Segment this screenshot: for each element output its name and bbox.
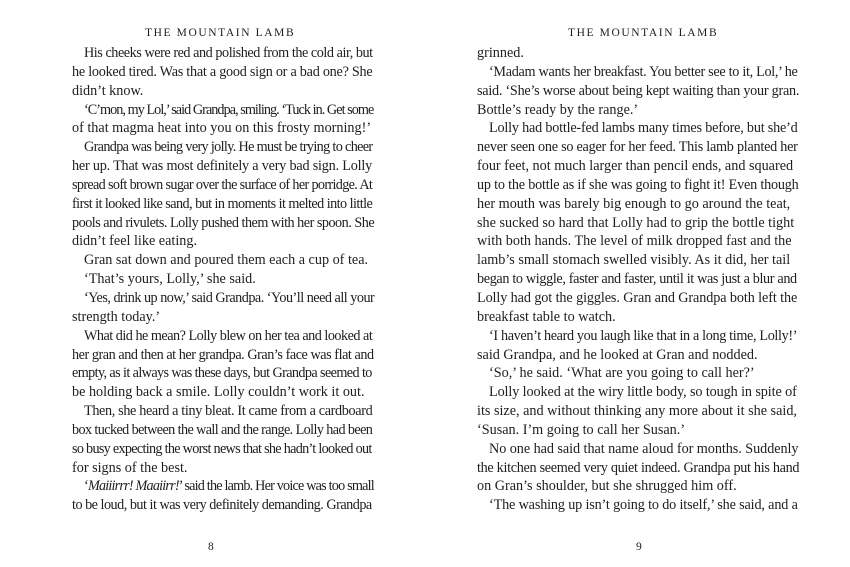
text-line: didn’t feel like eating. bbox=[72, 233, 198, 250]
text-line: Then, she heard a tiny bleat. It came from a cardboard bbox=[84, 403, 373, 420]
text-line: ‘That’s yours, Lolly,’ she said. bbox=[84, 271, 256, 288]
text-line: her gran and then at her grandpa. Gran’s face was flat and bbox=[72, 346, 374, 363]
text-line: of that magma heat into you on this frosty morning!’ bbox=[72, 120, 372, 137]
text-line: ‘I haven’t heard you laugh like that in a long time, Lolly!’ bbox=[489, 327, 798, 344]
right-page bbox=[425, 0, 850, 567]
text-line: What did he mean? Lolly blew on her tea and looked at bbox=[84, 327, 373, 344]
text-line: so busy expecting the worst news that she hadn’t looked out bbox=[72, 440, 372, 457]
text-line: began to wiggle, faster and faster, until it was just a blur and bbox=[477, 271, 797, 288]
text-line: first it looked like sand, but in moments it melted into little bbox=[72, 195, 373, 212]
text-line: ‘Madam wants her breakfast. You better see to it, Lol,’ he bbox=[489, 63, 798, 80]
text-line: Bottle’s ready by the range.’ bbox=[477, 101, 639, 118]
page-number: 9 bbox=[636, 541, 642, 553]
text-line: the kitchen seemed very quiet indeed. Grandpa put his hand bbox=[477, 459, 800, 476]
text-line: said. ‘She’s worse about being kept waiting than your gran. bbox=[477, 82, 800, 99]
text-line: said Grandpa, and he looked at Gran and nodded. bbox=[477, 346, 758, 363]
text-line: ‘So,’ he said. ‘What are you going to call her?’ bbox=[489, 365, 755, 382]
text-line: Gran sat down and poured them each a cup of tea. bbox=[84, 252, 369, 269]
text-line: ‘The washing up isn’t going to do itself,’ she said, and a bbox=[489, 497, 798, 514]
text-line: strength today.’ bbox=[72, 308, 161, 325]
text-line: she sucked so hard that Lolly had to grip the bottle tight bbox=[477, 214, 795, 231]
text-line: spread soft brown sugar over the surface of her porridge. At bbox=[72, 176, 373, 193]
text-line: lamb’s small stomach swelled visibly. As it did, her tail bbox=[477, 252, 791, 269]
text-line: Grandpa was being very jolly. He must be trying to cheer bbox=[84, 139, 373, 156]
page-number: 8 bbox=[208, 541, 214, 553]
bleat-emphasis: Maiiirrr! Maaiirr! bbox=[87, 478, 179, 495]
text-line: grinned. bbox=[477, 45, 524, 61]
text-line: ‘C’mon, my Lol,’ said Grandpa, smiling. ‘Tuck in. Get some bbox=[84, 101, 374, 118]
text-line: Lolly had bottle-fed lambs many times before, but she’d bbox=[489, 120, 798, 137]
text-line: up to the bottle as if she was going to fight it! Even though bbox=[477, 176, 799, 193]
text-line: on Gran’s shoulder, but she shrugged him off. bbox=[477, 478, 737, 495]
text-line: empty, as it always was these days, but Grandpa seemed to bbox=[72, 365, 372, 382]
text-line: for signs of the best. bbox=[72, 459, 188, 476]
text-line: ‘Maiiirrr! Maaiirr!’ said the lamb. Her voice was too small bbox=[84, 478, 374, 495]
body-text bbox=[477, 44, 799, 515]
running-head: THE MOUNTAIN LAMB bbox=[568, 27, 719, 39]
body-text bbox=[72, 44, 374, 515]
text-line: Lolly looked at the wiry little body, so tough in spite of bbox=[489, 384, 797, 401]
text-line: with both hands. The level of milk dropped fast and the bbox=[477, 233, 792, 250]
text-line: never seen one so eager for her feed. This lamb planted her bbox=[477, 139, 798, 156]
text-line: pools and rivulets. Lolly pushed them with her spoon. She bbox=[72, 214, 375, 231]
text-line: ‘Yes, drink up now,’ said Grandpa. ‘You’ll need all your bbox=[84, 289, 375, 306]
text-line: ‘Susan. I’m going to call her Susan.’ bbox=[477, 421, 686, 438]
text-line: be holding back a smile. Lolly couldn’t work it out. bbox=[72, 384, 365, 401]
text-line: breakfast table to watch. bbox=[477, 308, 616, 325]
text-line: No one had said that name aloud for months. Suddenly bbox=[489, 440, 799, 457]
text-line: His cheeks were red and polished from the cold air, but bbox=[84, 45, 373, 61]
text-line: box tucked between the wall and the range. Lolly had been bbox=[72, 421, 373, 438]
text-line: didn’t know. bbox=[72, 82, 144, 99]
text-line: her up. That was most definitely a very bad sign. Lolly bbox=[72, 158, 373, 175]
text-line: to be loud, but it was very definitely demanding. Grandpa bbox=[72, 497, 372, 514]
text-line: its size, and without thinking any more about it she said, bbox=[477, 403, 797, 420]
running-head: THE MOUNTAIN LAMB bbox=[145, 27, 296, 39]
text-line: her mouth was barely big enough to go around the teat, bbox=[477, 195, 791, 212]
text-line: Lolly had got the giggles. Gran and Grandpa both left the bbox=[477, 289, 798, 306]
text-line: four feet, not much larger than pencil ends, and squared bbox=[477, 158, 794, 175]
text-line: he looked tired. Was that a good sign or a bad one? She bbox=[72, 63, 373, 80]
